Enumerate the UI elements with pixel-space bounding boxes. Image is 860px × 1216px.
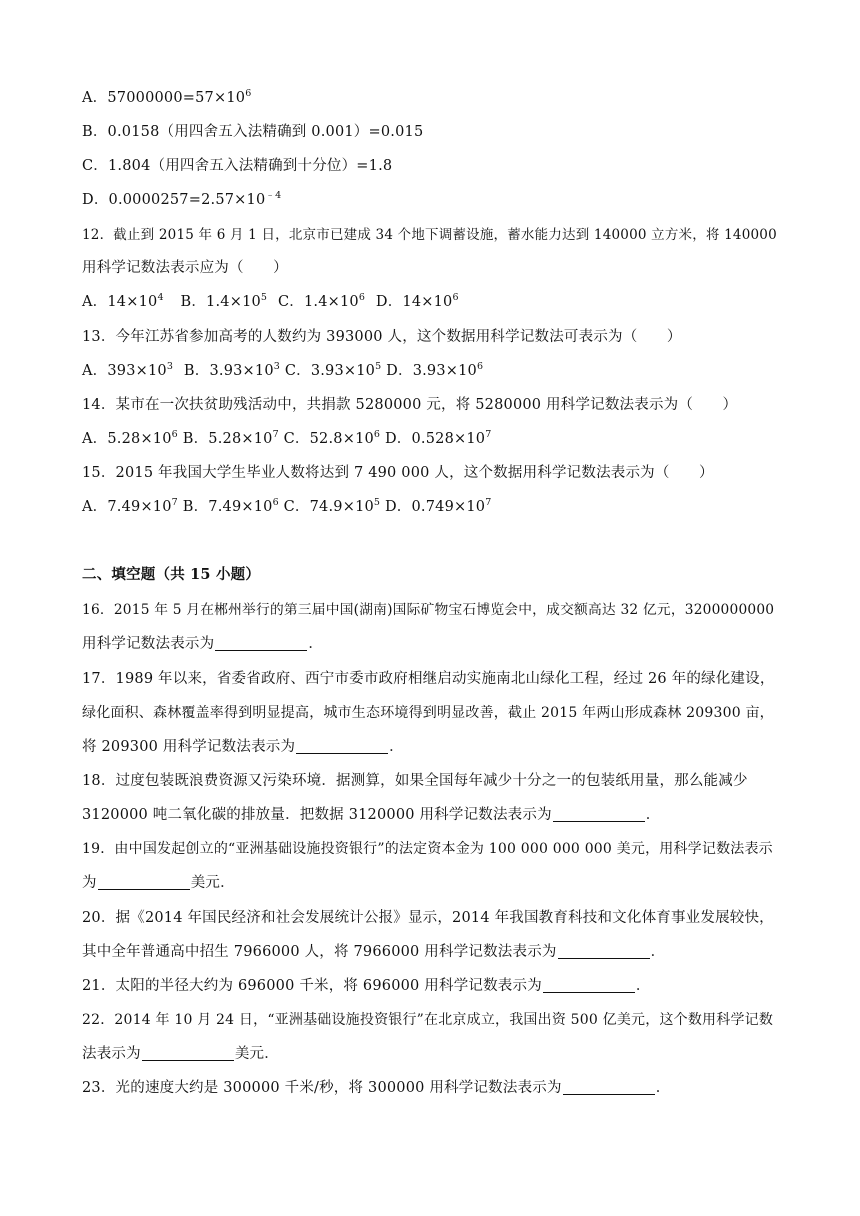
q16-stem-line2: 用科学记数法表示为 ． [82,636,324,652]
section-heading-fill-in: 二、填空题（共 15 小题） [82,566,261,583]
q13-option-a: A．$393\times 10^3$ [82,361,174,379]
q22-answer-blank[interactable] [142,1046,234,1061]
q15-stem: 15．2015 年我国大学生毕业人数将达到 7 490 000 人，这个数据用科学记数法表示为（ ） [82,465,714,481]
q20-stem-line2: 其中全年普通高中招生 7966000 人，将 7966000 用科学记数法表示为 ． [82,944,666,960]
q11-option-c: C．1.804（用四舍五入法精确到十分位）=1.8 [82,158,393,174]
q11-option-d-text: D．0.0000257=2.57×10 [82,192,266,208]
q12-option-c: C．$1.4\times 10^6$ [277,292,366,310]
q12-option-b: B．$1.4\times 10^5$ [180,292,268,310]
q13-options [82,361,483,381]
q12-option-d: D．$14\times 10^6$ [375,292,459,310]
q14-option-c: C．$52.8\times 10^6$ [283,429,381,447]
q23-answer-blank[interactable] [563,1080,655,1095]
q20-stem-line1: 20．据《2014 年国民经济和社会发展统计公报》显示，2014 年我国教育科技和文化体育事业发展较快， [82,910,774,926]
q14-option-d: D．$0.528\times 10^7$ [384,429,492,447]
q13-option-c: C．$3.93\times 10^5$ [284,361,382,379]
q17-answer-blank[interactable] [296,739,388,754]
q11-option-a-text: A．57000000=57×10 [82,90,246,106]
q22-stem-line2: 法表示为 美元． [82,1046,279,1062]
q14-option-b: B．$5.28\times 10^7$ [182,429,279,447]
q13-option-d: D．$3.93\times 10^6$ [386,361,484,379]
q17-stem-line1: 17．1989 年以来，省委省政府、西宁市委市政府相继启动实施南北山绿化工程，经过 26 年的绿化建设， [82,671,775,687]
q19-answer-blank[interactable] [98,875,190,890]
q11-option-a [82,88,251,108]
q21-stem: 21．太阳的半径大约为 696000 千米，将 696000 用科学记数表示为 ． [82,978,651,994]
q15-option-a: A．$7.49\times 10^7$ [82,497,178,515]
q12-option-a: A．$14\times 10^4$ [82,292,164,310]
q22-stem-line1: 22．2014 年 10 月 24 日，“亚洲基础设施投资银行”在北京成立，我国出资 500 亿美元，这个数用科学记数 [82,1012,774,1028]
q15-option-c: C．$74.9\times 10^5$ [283,497,381,515]
q17-stem-line2: 绿化面积、森林覆盖率得到明显提高，城市生态环境得到明显改善，截止 2015 年两山形成森林 209300 亩， [82,705,774,721]
q11-option-a-exp: 6 [245,88,252,99]
q11-option-b: B．0.0158（用四舍五入法精确到 0.001）=0.015 [82,124,424,140]
q19-stem-line2: 为 美元． [82,875,235,891]
q19-stem-line1: 19．由中国发起创立的“亚洲基础设施投资银行”的法定资本金为 100 000 000 000 美元，用科学记数法表示 [82,841,773,857]
q20-answer-blank[interactable] [558,944,650,959]
q12-options [82,292,459,312]
q18-stem-line2: 3120000 吨二氧化碳的排放量．把数据 3120000 用科学记数法表示为 ． [82,807,661,823]
q23-stem: 23．光的速度大约是 300000 千米/秒，将 300000 用科学记数法表示为 ． [82,1080,671,1096]
q12-stem-line2: 用科学记数法表示应为（ ） [82,260,288,276]
q13-stem: 13．今年江苏省参加高考的人数约为 393000 人，这个数据用科学记数法可表示为（ ） [82,329,682,345]
q14-options [82,429,491,449]
q14-option-a: A．$5.28\times 10^6$ [82,429,178,447]
q13-option-b: B．$3.93\times 10^3$ [183,361,281,379]
q12-stem-line1: 12．截止到 2015 年 6 月 1 日，北京市已建成 34 个地下调蓄设施，蓄水能力达到 140000 立方米，将 140000 [82,227,777,243]
q21-answer-blank[interactable] [543,978,635,993]
q15-options [82,497,491,517]
q15-option-b: B．$7.49\times 10^6$ [182,497,279,515]
q15-option-d: D．$0.749\times 10^7$ [384,497,492,515]
q18-answer-blank[interactable] [553,807,645,822]
q16-answer-blank[interactable] [215,636,307,651]
q11-option-d-exp: ﹣4 [265,190,282,201]
q17-stem-line3: 将 209300 用科学记数法表示为 ． [82,739,404,755]
q16-stem-line1: 16．2015 年 5 月在郴州举行的第三届中国(湖南)国际矿物宝石博览会中，成交额高达 32 亿元，3200000000 [82,602,775,618]
q18-stem-line1: 18．过度包装既浪费资源又污染环境．据测算，如果全国每年减少十分之一的包装纸用量，那么能减少 [82,773,748,789]
q14-stem: 14．某市在一次扶贫助残活动中，共捐款 5280000 元，将 5280000 用科学记数法表示为（ ） [82,397,738,413]
q11-option-d [82,190,281,210]
